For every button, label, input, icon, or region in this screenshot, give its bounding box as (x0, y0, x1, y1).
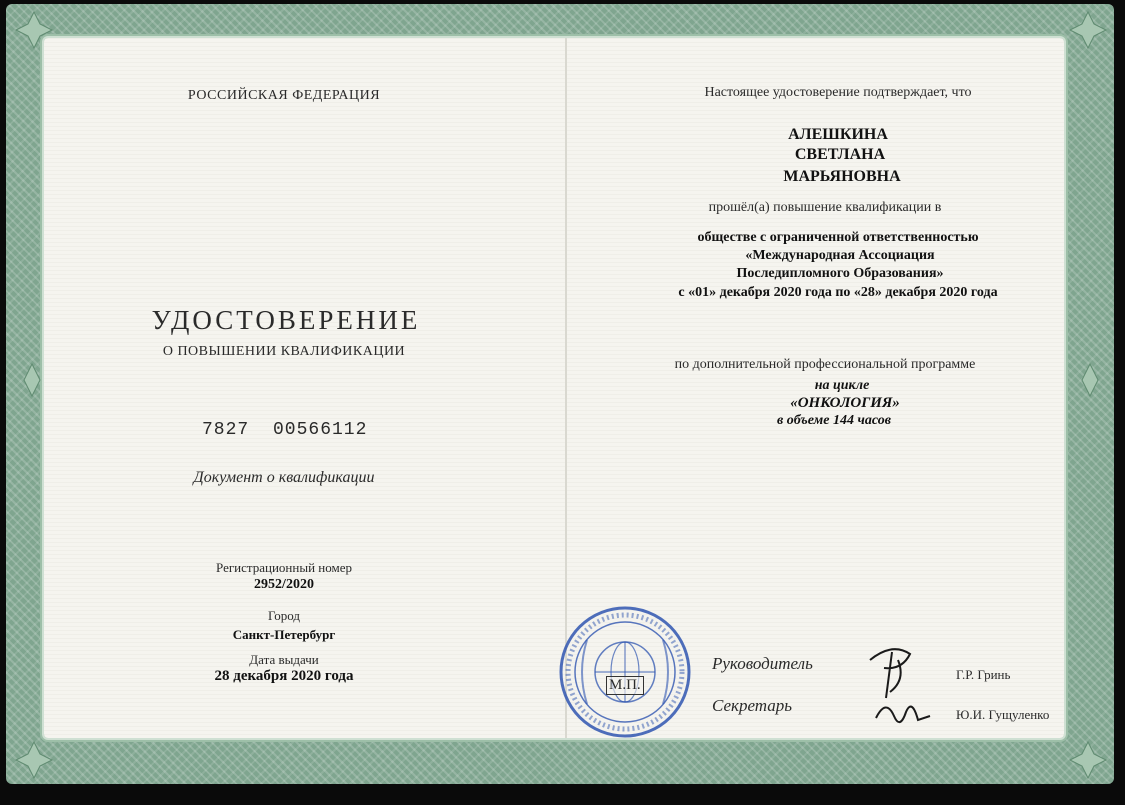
org-line-2: «Международная Ассоциация (745, 248, 935, 263)
holder-surname: АЛЕШКИНА (788, 126, 888, 143)
holder-patronymic: МАРЬЯНОВНА (783, 168, 901, 185)
holder-name: СВЕТЛАНА (794, 146, 886, 163)
secretary-signature-icon (872, 694, 932, 734)
secretary-name: Ю.И. Гущуленко (956, 707, 1050, 722)
blank-number: 00566112 (273, 420, 368, 440)
corner-ornament-icon (1068, 740, 1108, 780)
secretary-label: Секретарь (712, 696, 792, 715)
intro-text: Настоящее удостоверение подтверждает, что (704, 85, 972, 100)
cycle-label: на цикле (814, 378, 870, 393)
corner-ornament-icon (1068, 10, 1108, 50)
seal-place-label: М.П. (606, 676, 644, 695)
country-label: РОССИЙСКАЯ ФЕДЕРАЦИЯ (187, 88, 381, 103)
side-ornament-icon (1070, 360, 1110, 400)
document-title: УДОСТОВЕРЕНИЕ (151, 305, 421, 335)
passed-text: прошёл(а) повышение квалификации в (708, 200, 942, 215)
study-period: с «01» декабря 2020 года по «28» декабря 2020 года (678, 285, 998, 300)
organization-seal-icon (557, 604, 693, 740)
blank-series: 7827 (202, 420, 250, 440)
head-label: Руководитель (712, 654, 813, 673)
document-subtitle: О ПОВЫШЕНИИ КВАЛИФИКАЦИИ (162, 344, 406, 359)
corner-ornament-icon (14, 10, 54, 50)
org-line-3: Последипломного Образования» (736, 266, 944, 281)
issue-date-label: Дата выдачи (249, 652, 319, 667)
city-value: Санкт-Петербург (232, 627, 336, 642)
reg-number-value: 2952/2020 (254, 577, 314, 592)
document-type: Документ о квалификации (193, 469, 375, 486)
org-line-1: обществе с ограниченной ответственностью (697, 230, 979, 245)
side-ornament-icon (12, 360, 52, 400)
reg-number-label: Регистрационный номер (216, 560, 352, 575)
program-label: по дополнительной профессиональной программе (674, 357, 976, 372)
issue-date-value: 28 декабря 2020 года (214, 668, 354, 684)
paper-sheet (44, 38, 1064, 738)
head-name: Г.Р. Гринь (956, 667, 1011, 682)
cycle-name: «ОНКОЛОГИЯ» (790, 395, 900, 411)
corner-ornament-icon (14, 740, 54, 780)
course-volume: в объеме 144 часов (777, 413, 891, 428)
city-label: Город (267, 608, 301, 623)
head-signature-icon (862, 640, 922, 700)
